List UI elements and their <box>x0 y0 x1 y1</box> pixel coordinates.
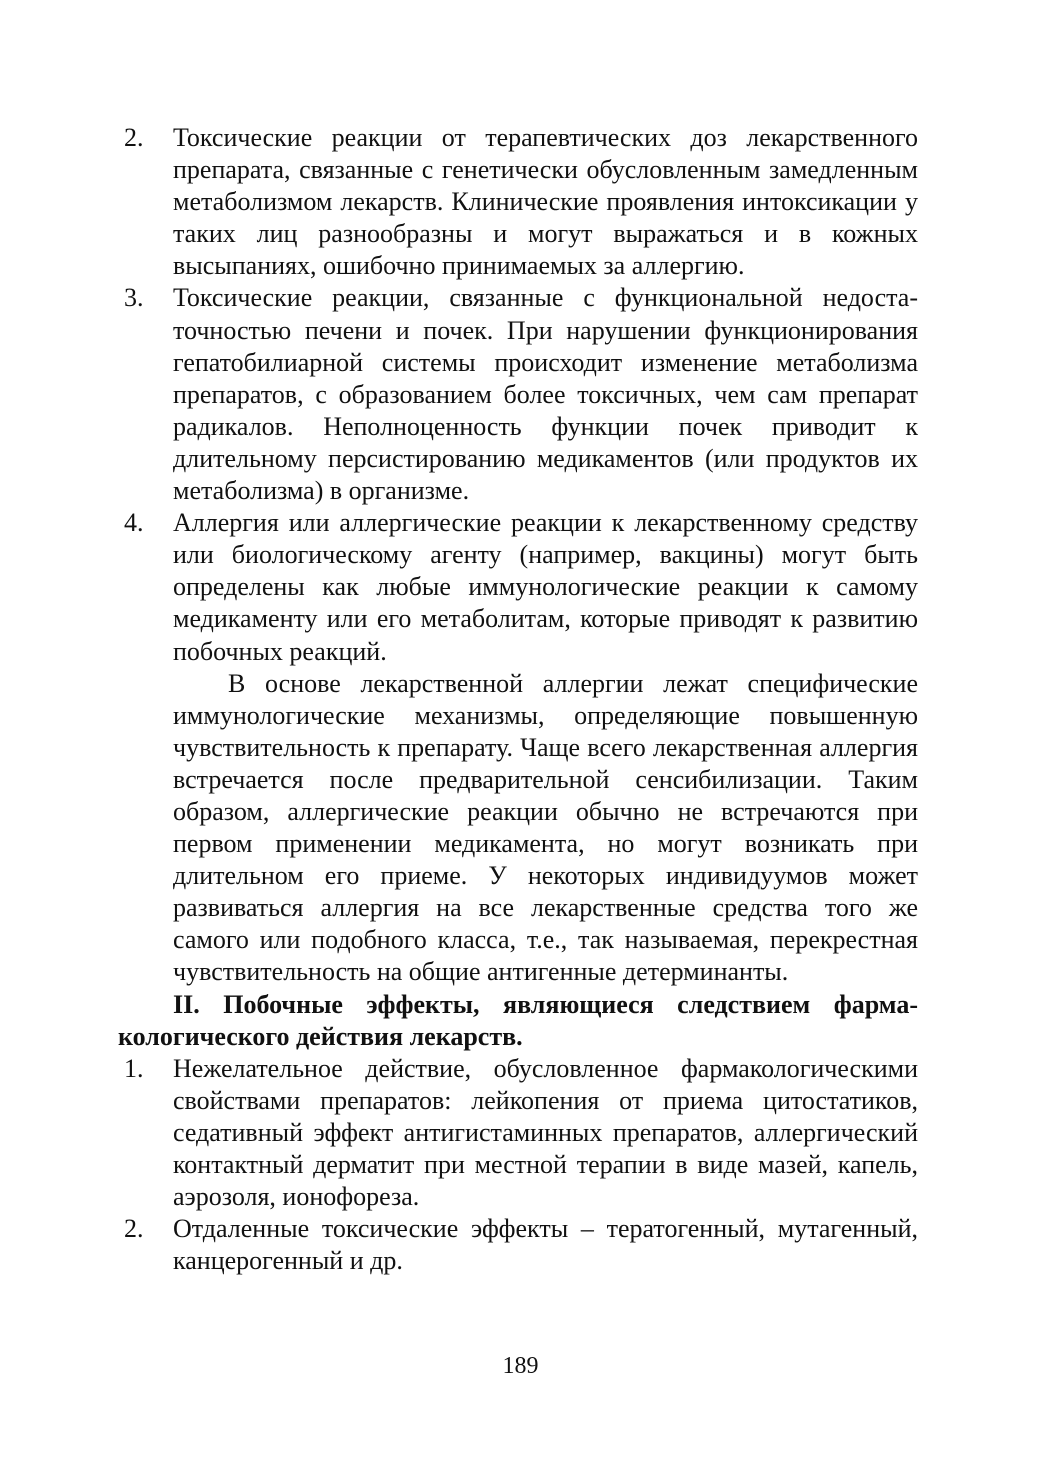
list-item-text: Токсические реакции от терапевтических доз лекарственного препарата, связанные с генетически обусловленным замедленным метаболизмом лекарств. Клинические проявления интоксикации у таких лиц разнообразны и могут выражаться и в кожных высыпаниях, ошибочно принимаемых за аллергию. <box>173 123 918 281</box>
page-body <box>118 122 918 1277</box>
list-item-number: 2. <box>124 123 144 152</box>
list-item <box>118 1213 918 1277</box>
list-item-number: 4. <box>124 508 144 538</box>
section-heading: II. Побочные эффекты, являющиеся следствием фармакологического действия лекарств. <box>118 989 918 1051</box>
list-item-text: Токсические реакции, связанные с функциональной недостаточностью печени и почек. При нарушении функционирования гепатобилиарной системы происходит изменение метаболизма препаратов, с образованием более токсичных, чем сам препарат радикалов. Неполноценность функции почек приводит к длительному персистированию медикаментов (или продуктов их метаболизма) в организме. <box>173 283 918 506</box>
body-paragraph: В основе лекарственной аллергии лежат специфические иммунологические механизмы, определяющие повышенную чувствительность к препарату. Чаще всего лекарственная аллергия встречается после предварительной сенсибилизации. Таким образом, аллергические реакции обычно не встречаются при первом применении медикамента, но могут возникать при длительном его приеме. У некоторых индивидуумов может развиваться аллергия на все лекарственные средства того же самого или подобного класса, т.е., так называемая, перекрестная чувствительность на общие антигенные детерминанты. <box>173 668 918 987</box>
list-item-text: Отдаленные токсические эффекты – тератогенный, мутагенный, канцерогенный и др. <box>173 1214 918 1276</box>
list-item <box>118 282 918 507</box>
page-number: 189 <box>502 1353 539 1379</box>
list-item-text: Нежелательное действие, обусловленное фармакологическими свойствами препаратов: лейкопения от приема цитостатиков, седативный эффект антигистаминных препаратов, аллергический контактный дерматит при местной терапии в виде мазей, капель, аэрозоля, ионофореза. <box>173 1053 918 1212</box>
list-item <box>118 122 918 282</box>
list-item-number: 1. <box>124 1053 144 1083</box>
list-item-number: 2. <box>124 1214 144 1244</box>
list-item-text: Аллергия или аллергические реакции к лекарственному средству или биологическому агенту (например, вакцины) могут быть определены как любые иммунологические реакции к самому медикаменту или его метаболитам, которые приводят к развитию побочных реакций. <box>173 508 918 666</box>
list-item <box>118 1053 918 1213</box>
list-item-number: 3. <box>124 283 144 313</box>
list-item <box>118 507 918 667</box>
